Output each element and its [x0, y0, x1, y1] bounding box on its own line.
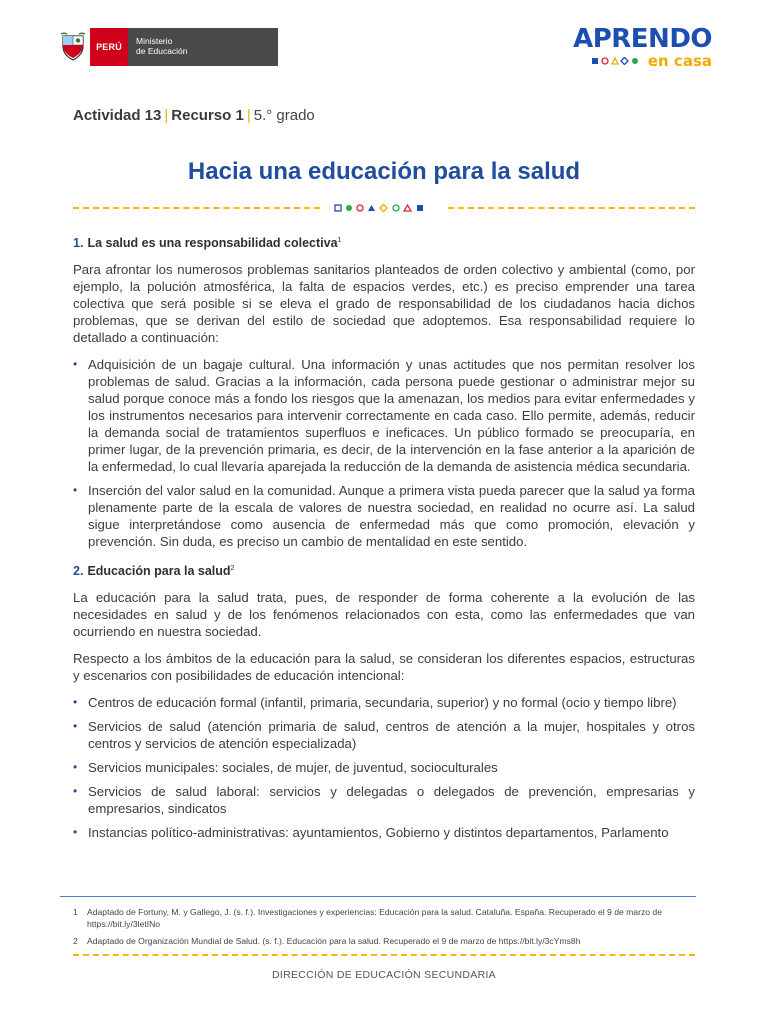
section-heading: 2. Educación para la salud$^2$: [73, 564, 235, 579]
paragraph: Respecto a los ámbitos de la educación para la salud, se consideran los diferentes espacios, estructuras y escenarios con posibilidades de educación intencional:: [73, 651, 695, 684]
list-item: • Servicios de salud laboral: servicios y delegadas o delegados de prevención, empresarias y empresarios, sindicatos: [73, 783, 695, 817]
page-title: Hacia una educación para la salud: [187, 158, 581, 185]
grade-label: 5.° grado: [253, 107, 315, 124]
footnotes: [73, 906, 693, 952]
footnote-ref: 1: [337, 237, 342, 244]
decorative-divider: [73, 201, 695, 215]
activity-line: [73, 107, 315, 124]
divider-shapes-icon: [320, 203, 448, 213]
coat-of-arms-icon: [56, 28, 90, 66]
separator: |: [164, 107, 169, 124]
list-item: • Centros de educación formal (infantil, primaria, secundaria, superior) y no formal (ocio y tiempo libre): [73, 694, 695, 711]
document-body: [73, 232, 695, 851]
footnote-ref: 2: [230, 565, 235, 573]
paragraph: La educación para la salud trata, pues, de responder de forma coherente a la evolución de las necesidades en salud y de los fenómenos relacionados con esta, como las enfermedades que van ocurriendo en nuestra sociedad.: [73, 590, 695, 640]
country-label: PERÚ: [90, 28, 128, 66]
brand-title: APRENDO: [573, 24, 712, 54]
bullet-list: [73, 356, 695, 550]
bullet-list: [73, 694, 695, 841]
list-item: • Servicios municipales: sociales, de mujer, de juventud, socioculturales: [73, 759, 695, 776]
list-item: • Instancias político-administrativas: ayuntamientos, Gobierno y distintos departamentos, Parlamento: [73, 824, 695, 841]
footnote: 2 Adaptado de Organización Mundial de Salud. (s. f.). Educación para la salud. Recuperado el 9 de marzo de https://bit.ly/3cYms8h: [73, 936, 581, 946]
list-item: • Inserción del valor salud en la comunidad. Aunque a primera vista pueda parecer que la salud ya forma plenamente parte de la escala de valores de nuestra sociedad, en realidad no ocurre así. La salud sigue interpretándose como ausencia de enfermedad más que como promoción, elevación y prevención. Sin duda, es preciso un cambio de mentalidad en este sentido.: [73, 482, 695, 550]
paragraph: Para afrontar los numerosos problemas sanitarios planteados de orden colectivo y ambiental (como, por ejemplo, la polución atmosférica, la falta de espacios verdes, etc.) es preciso emprender una tarea colectiva que será posible si se eleva el grado de responsabilidad de los ciudadanos hacia dichos problemas, que se derivan del estilo de sociedad que adoptemos. Esa responsabilidad requiere lo detallado a continuación:: [73, 262, 695, 346]
list-item: • Adquisición de un bagaje cultural. Una información y unas actitudes que nos permitan resolver los problemas de salud. Gracias a la información, cada persona puede gestionar o administrar mejor su salud porque conoce más a fondo los riesgos que la amenazan, los medios para evitar enfermedades y los instrumentos necesarios para intervenir correctamente en cada caso. Ello permite, además, reducir la demanda social de tratamientos superfluos e ineficaces. Un público formado se preocuparía, en primer lugar, de la prevención primaria, es decir, de la intervención en la fase anterior a la aparición de la enfermedad, lo cual llevaría aparejada la reducción de la demanda de asistencia médica secundaria.: [73, 356, 695, 475]
resource-label: Recurso 1: [171, 107, 244, 124]
government-logo: [56, 28, 278, 66]
list-item: • Servicios de salud (atención primaria de salud, centros de atención a la mujer, hospitales y otros centros y servicios de atención especializada): [73, 718, 695, 752]
section-heading: 1. La salud es una responsabilidad colectiva$^1$: [73, 236, 342, 251]
footer-divider: [73, 954, 695, 956]
ministry-label: Ministerio de Educación: [128, 28, 278, 66]
page-footer: DIRECCIÓN DE EDUCACIÓN SECUNDARIA: [271, 969, 496, 981]
footnote-rule: [60, 896, 696, 897]
activity-label: Actividad 13: [73, 107, 162, 124]
brand-subtitle: en casa: [647, 52, 712, 70]
footnote: 1 Adaptado de Fortuny, M. y Gallego, J. (s. f.). Investigaciones y experiencias: Educación para la salud. Cataluña. España. Recuperado el 9 de marzo de https://bit.ly/3letINo: [73, 907, 662, 929]
brand-shapes-icon: [592, 57, 640, 65]
separator: |: [246, 107, 251, 124]
aprendo-en-casa-logo: [572, 26, 712, 70]
